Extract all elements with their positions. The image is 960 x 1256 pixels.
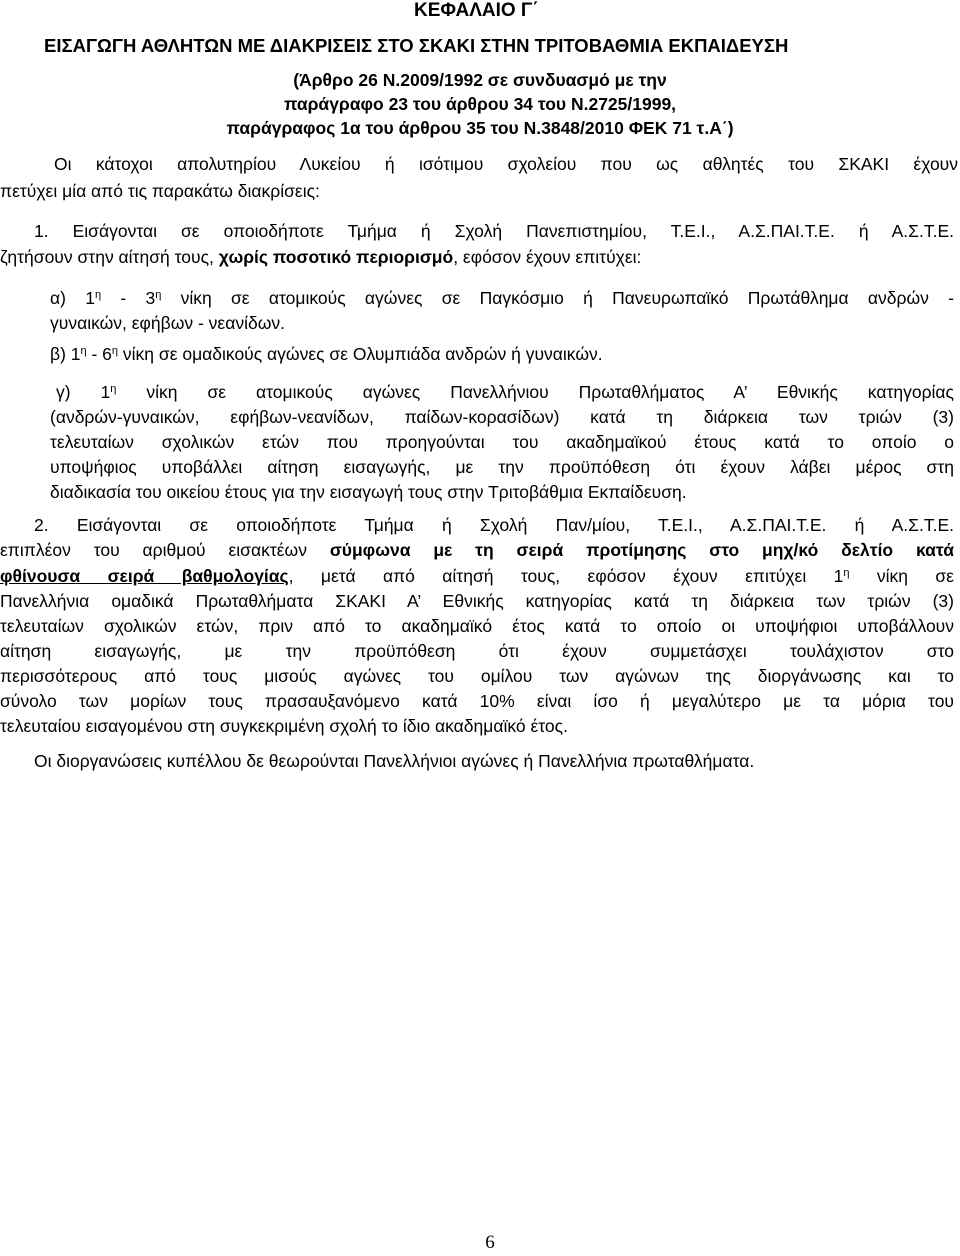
item-2-line-1: 2. Εισάγονται σε οποιοδήποτε Τμήμα ή Σχολή Παν/μίου, Τ.Ε.Ι., Α.Σ.ΠΑΙ.Τ.Ε. ή Α.Σ.Τ.Ε. <box>34 515 954 535</box>
sub-c-text: νίκη σε ατομικούς αγώνες Πανελλήνιου Πρωταθλήματος Α’ Εθνικής κατηγορίας <box>116 382 954 402</box>
item-2-line-7: περισσότερους από τους μισούς αγώνες του ομίλου των αγώνων της διοργάνωσης και το <box>0 666 954 686</box>
chapter-title: ΚΕΦΑΛΑΙΟ Γ΄ <box>414 0 539 21</box>
item-2-line-3-end: νίκη σε <box>849 566 954 586</box>
item-2-line-4: Πανελλήνια ομαδικά Πρωταθλήματα ΣΚΑΚΙ Α’ Εθνικής κατηγορίας κατά τη διάρκεια των τριών (3) <box>0 591 954 611</box>
item-2-line-8: σύνολο των μορίων τους πρασαυξανόμενο κατά 10% είναι ίσο ή μεγαλύτερο με τα μόρια του <box>0 691 954 711</box>
sub-a-sup-1: η <box>94 289 102 301</box>
item-2-emphasis: σύμφωνα με τη σειρά προτίμησης στο μηχ/κό δελτίο κατά <box>329 540 954 560</box>
item-1-text: ζητήσουν στην αίτησή τους, <box>0 247 219 267</box>
item-2-underlined-emphasis: φθίνουσα σειρά βαθμολογίας <box>0 566 289 586</box>
item-2-line-3-text: , μετά από αίτησή τους, εφόσον έχουν επιτύχει 1 <box>288 566 844 586</box>
sub-c-line-1 <box>56 381 954 403</box>
item-2-line-6: αίτηση εισαγωγής, με την προϋπόθεση ότι έχουν συμμετάσχει τουλάχιστον στο <box>0 641 954 661</box>
sub-b-prefix: β) 1 <box>50 344 81 364</box>
closing-note: Οι διοργανώσεις κυπέλλου δε θεωρούνται Πανελλήνιοι αγώνες ή Πανελλήνια πρωταθλήματα. <box>34 751 755 771</box>
sub-c-line-2: (ανδρών-γυναικών, εφήβων-νεανίδων, παίδων-κορασίδων) κατά τη διάρκεια των τριών (3) <box>50 407 954 427</box>
item-2-line-3 <box>0 565 954 587</box>
intro-line-2: πετύχει μία από τις παρακάτω διακρίσεις: <box>0 181 320 201</box>
legal-reference-line-1: (Άρθρο 26 Ν.2009/1992 σε συνδυασμό με την <box>293 70 667 90</box>
sub-b-line <box>50 343 603 365</box>
item-1-line-2 <box>0 246 641 268</box>
sub-b-mid: - 6 <box>86 344 112 364</box>
sub-c-line-4: υποψήφιος υποβάλλει αίτηση εισαγωγής, με την προϋπόθεση ότι έχουν λάβει μέρος στη <box>50 457 954 477</box>
sub-c-line-5: διαδικασία του οικείου έτους για την εισαγωγή τους στην Τριτοβάθμια Εκπαίδευση. <box>50 482 687 502</box>
legal-reference-line-2: παράγραφο 23 του άρθρου 34 του Ν.2725/1999, <box>283 94 677 114</box>
item-1-emphasis: χωρίς ποσοτικό περιορισμό <box>218 247 454 267</box>
section-heading: ΕΙΣΑΓΩΓΗ ΑΘΛΗΤΩΝ ΜΕ ΔΙΑΚΡΙΣΕΙΣ ΣΤΟ ΣΚΑΚΙ ΣΤΗΝ ΤΡΙΤΟΒΑΘΜΙΑ ΕΚΠΑΙΔΕΥΣΗ <box>44 35 789 56</box>
sub-c-sup: η <box>110 383 117 395</box>
sub-a-prefix: α) 1 <box>50 288 95 308</box>
intro-line-1: Οι κάτοχοι απολυτηρίου Λυκείου ή ισότιμου σχολείου που ως αθλητές του ΣΚΑΚΙ έχουν <box>54 154 958 174</box>
sub-a-mid: - 3 <box>101 288 156 308</box>
item-1-line-1: 1. Εισάγονται σε οποιοδήποτε Τμήμα ή Σχολή Πανεπιστημίου, Τ.Ε.Ι., Α.Σ.ΠΑΙ.Τ.Ε. ή Α.Σ.Τ.Ε. <box>34 221 954 241</box>
item-2-text: επιπλέον του αριθμού εισακτέων <box>0 540 330 560</box>
item-2-line-2 <box>0 539 954 561</box>
item-2-line-5: τελευταίων σχολικών ετών, πριν από το ακαδημαϊκό έτος κατά το οποίο οι υποψήφιοι υποβάλλουν <box>0 616 954 636</box>
sub-c-prefix: γ) 1 <box>56 382 111 402</box>
sub-b-sup-1: η <box>80 345 87 357</box>
sub-a-text: νίκη σε ατομικούς αγώνες σε Παγκόσμιο ή Πανευρωπαϊκό Πρωτάθλημα ανδρών - <box>161 288 954 308</box>
sub-a-line-1 <box>50 287 954 309</box>
item-2-sup: η <box>843 567 850 579</box>
item-1-text-end: , εφόσον έχουν επιτύχει: <box>453 247 642 267</box>
sub-a-line-2: γυναικών, εφήβων - νεανίδων. <box>50 313 285 333</box>
sub-b-sup-2: η <box>111 345 119 357</box>
item-2-line-9: τελευταίου εισαγομένου στη συγκεκριμένη σχολή το ίδιο ακαδημαϊκό έτος. <box>0 716 568 736</box>
page-number: 6 <box>485 1232 495 1253</box>
sub-b-text: νίκη σε ομαδικούς αγώνες σε Ολυμπιάδα ανδρών ή γυναικών. <box>118 344 603 364</box>
sub-c-line-3: τελευταίων σχολικών ετών που προηγούνται του ακαδημαϊκού έτους κατά το οποίο ο <box>50 432 954 452</box>
legal-reference-line-3: παράγραφος 1α του άρθρου 35 του Ν.3848/2010 ΦΕΚ 71 τ.Α΄) <box>226 118 734 138</box>
sub-a-sup-2: η <box>155 289 162 301</box>
